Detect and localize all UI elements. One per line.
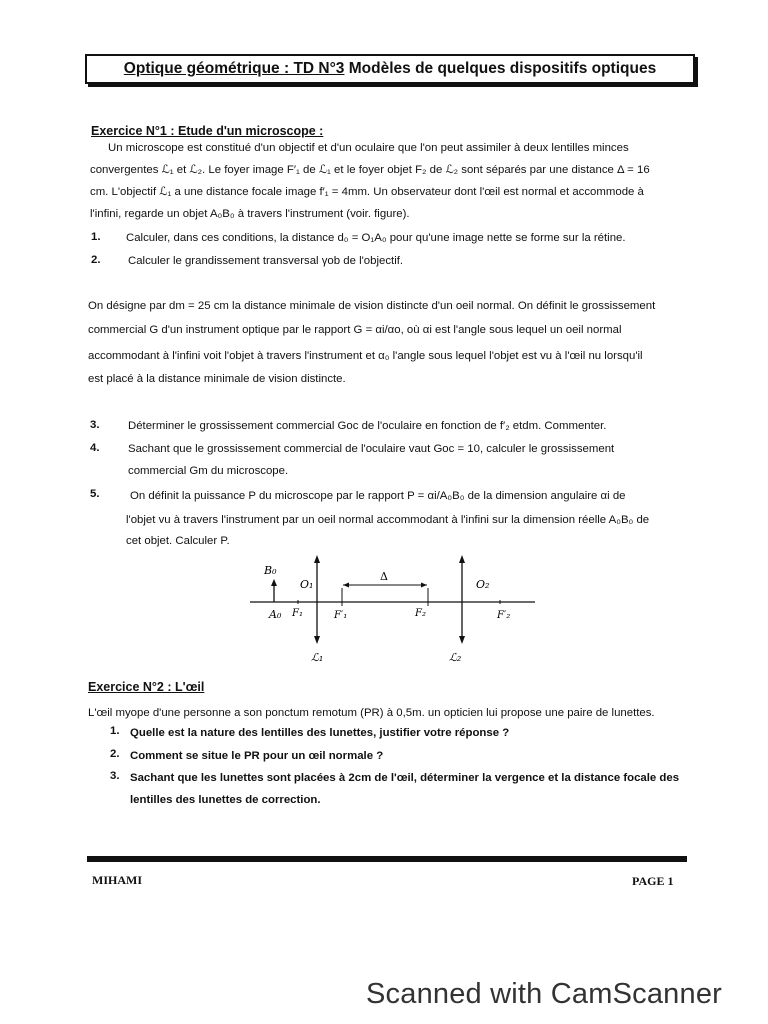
ex1-q3-number: 3. [90,419,100,431]
footer-page-number: PAGE 1 [632,874,674,888]
label-f1-prime: F′₁ [334,610,348,621]
ex1-intro-line2: convergentes ℒ₁ et ℒ₂. Le foyer image F′₁ de ℒ₁ et le foyer objet F₂ de ℒ₂ sont séparés par une distance Δ = 16 [90,164,650,176]
ex1-q4-line1: Sachant que le grossissement commercial de l'oculaire vaut Goc = 10, calculer le grossissement [128,443,615,455]
ex1-q1-text: Calculer, dans ces conditions, la distance d₀ = O₁A₀ pour qu'une image nette se forme sur la rétine. [126,232,626,244]
ex2-q2-number: 2. [110,748,120,760]
label-b0: B₀ [264,564,277,577]
ex2-q1-text: Quelle est la nature des lentilles des lunettes, justifier votre réponse ? [130,727,510,739]
label-o2: O₂ [476,578,490,591]
label-a0: A₀ [269,608,282,621]
label-f1: F₁ [292,608,303,619]
ex1-q4-line2: commercial Gm du microscope. [128,465,289,477]
lens-l2-top-arrow [459,555,465,563]
title-part2: Modèles de quelques dispositifs optiques [344,60,657,77]
ex1-q3-text: Déterminer le grossissement commercial Goc de l'oculaire en fonction de f′₂ etdm. Commenter. [128,420,607,432]
title-part1: Optique géométrique : TD N°3 [123,60,345,77]
ex2-intro: L'œil myope d'une personne a son ponctum remotum (PR) à 0,5m. un opticien lui propose une paire de lunettes. [88,707,655,719]
label-f2-prime: F′₂ [497,610,511,621]
delta-arrow-left [343,583,349,588]
ex1-intro-line3: cm. L'objectif ℒ₁ a une distance focale image f′₁ = 4mm. Un observateur dont l'œil est normal et accommode à [90,186,644,198]
ex1-q5-line2: l'objet vu à travers l'instrument par un oeil normal accommodant à l'infini sur la dimension réelle A₀B₀ de [126,514,650,526]
ex1-para2-line4: est placé à la distance minimale de vision distincte. [88,373,346,385]
ex1-q4-number: 4. [90,442,100,454]
ex1-q2-text: Calculer le grandissement transversal γob de l'objectif. [128,255,404,267]
label-l1: ℒ₁ [311,651,324,664]
lens-l1-bottom-arrow [314,636,320,644]
ex2-heading: Exercice N°2 : L'œil [88,680,205,694]
ex1-heading: Exercice N°1 : Etude d'un microscope : [91,124,324,138]
ex1-para2-line3: accommodant à l'infini voit l'objet à travers l'instrument et α₀ l'angle sous lequel l'objet est vu à l'œil nu lorsqu'il [88,350,643,362]
ex2-q3-number: 3. [110,770,120,782]
object-arrow-head [271,579,277,586]
ex2-q3-line1: Sachant que les lunettes sont placées à 2cm de l'œil, déterminer la vergence et la distance focale des [130,772,680,784]
ex1-q5-line1: On définit la puissance P du microscope par le rapport P = αi/A₀B₀ de la dimension angulaire αi de [130,490,626,502]
ex1-intro-line4: l'infini, regarde un objet A₀B₀ à travers l'instrument (voir. figure). [90,208,410,220]
lens-l1-top-arrow [314,555,320,563]
delta-arrow-right [421,583,427,588]
ex2-q2-text: Comment se situe le PR pour un œil normale ? [130,750,384,762]
ex2-q3-line2: lentilles des lunettes de correction. [130,794,321,806]
camscanner-watermark: Scanned with CamScanner [366,978,723,1010]
ex2-q1-number: 1. [110,725,120,737]
label-l2: ℒ₂ [449,651,462,664]
microscope-diagram [250,552,540,670]
footer-author: MIHAMI [92,873,142,887]
ex1-q2-number: 2. [91,254,101,266]
ex1-q5-number: 5. [90,488,100,500]
ex1-para2-line1: On désigne par dm = 25 cm la distance minimale de vision distincte d'un oeil normal. On définit le grossissement [88,300,656,312]
footer-rule [87,856,687,862]
ex1-intro-line1: Un microscope est constitué d'un objectif et d'un oculaire que l'on peut assimiler à deux lentilles minces [108,142,629,154]
lens-l2-bottom-arrow [459,636,465,644]
label-delta: Δ [380,570,388,583]
title-box [85,54,695,84]
ex1-q5-line3: cet objet. Calculer P. [126,535,230,547]
label-o1: O₁ [300,578,314,591]
ex1-para2-line2: commercial G d'un instrument optique par le rapport G = αi/αo, où αi est l'angle sous lequel un oeil normal [88,324,622,336]
ex1-q1-number: 1. [91,231,101,243]
label-f2: F₂ [415,608,426,619]
